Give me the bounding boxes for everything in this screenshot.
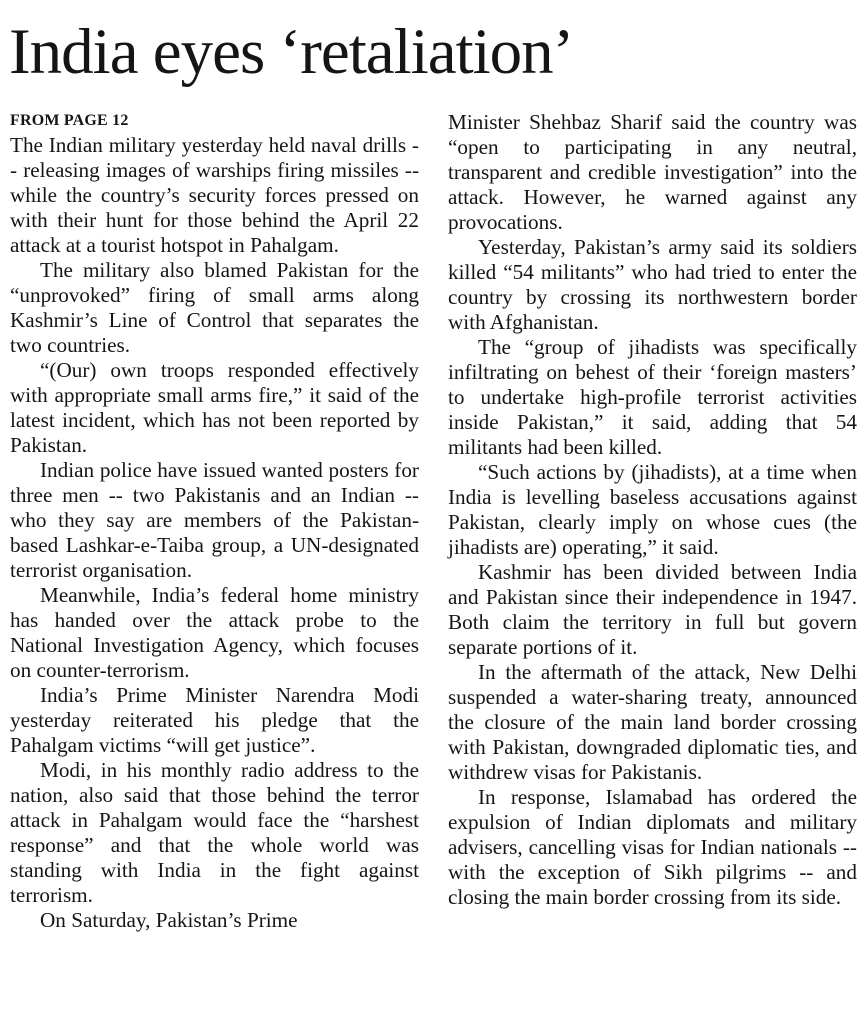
article-paragraph: Modi, in his monthly radio address to the nation, also said that those behind the terror attack in Pahalgam would face the “harshest response” and that the whole world was standing with India in the fight against terrorism. (10, 758, 419, 907)
article-paragraph: “(Our) own troops responded effectively with appropriate small arms fire,” it said of the latest incident, which has not been reported by Pakistan. (10, 358, 419, 457)
article-paragraph: The “group of jihadists was specifically infiltrating on behest of their ‘foreign masters’ to undertake high-profile terrorist activities inside Pakistan,” it said, adding that 54 militants had been killed. (448, 335, 857, 459)
article-paragraph: Kashmir has been divided between India and Pakistan since their independence in 1947. Both claim the territory in full but govern separate portions of it. (448, 560, 857, 659)
article-paragraph: In response, Islamabad has ordered the expulsion of Indian diplomats and military advisers, cancelling visas for Indian nationals -- with the exception of Sikh pilgrims -- and closing the main border crossing from its side. (448, 785, 857, 909)
article-paragraph: On Saturday, Pakistan’s Prime (40, 908, 298, 932)
article-column-right (448, 109, 857, 910)
article-paragraph: “Such actions by (jihadists), at a time when India is levelling baseless accusations against Pakistan, clearly imply on whose cues (the jihadists are) operating,” it said. (448, 460, 857, 559)
headline: India eyes ‘retaliation’ (9, 16, 574, 88)
article-paragraph: Indian police have issued wanted posters for three men -- two Pakistanis and an Indian -- who they say are members of the Pakistan-based Lashkar-e-Taiba group, a UN-designated terrorist organisation. (10, 458, 419, 582)
article-paragraph: India’s Prime Minister Narendra Modi yesterday reiterated his pledge that the Pahalgam victims “will get justice”. (10, 683, 419, 757)
article-paragraph: In the aftermath of the attack, New Delhi suspended a water-sharing treaty, announced the closure of the main land border crossing with Pakistan, downgraded diplomatic ties, and withdrew visas for Pakistanis. (448, 660, 857, 784)
article-paragraph: Meanwhile, India’s federal home ministry has handed over the attack probe to the National Investigation Agency, which focuses on counter-terrorism. (10, 583, 419, 682)
article-paragraph: Yesterday, Pakistan’s army said its soldiers killed “54 militants” who had tried to enter the country by crossing its northwestern border with Afghanistan. (448, 235, 857, 334)
jump-label: FROM PAGE 12 (10, 112, 129, 129)
article-paragraph: The Indian military yesterday held naval drills -- releasing images of warships firing missiles -- while the country’s security forces pressed on with their hunt for those behind the April 22 attack at a tourist hotspot in Pahalgam. (10, 133, 419, 257)
article-paragraph: The military also blamed Pakistan for the “unprovoked” firing of small arms along Kashmir’s Line of Control that separates the two countries. (10, 258, 419, 357)
article-column-left (10, 109, 419, 933)
article-paragraph: Minister Shehbaz Sharif said the country was “open to participating in any neutral, transparent and credible investigation” into the attack. However, he warned against any provocations. (448, 110, 857, 234)
